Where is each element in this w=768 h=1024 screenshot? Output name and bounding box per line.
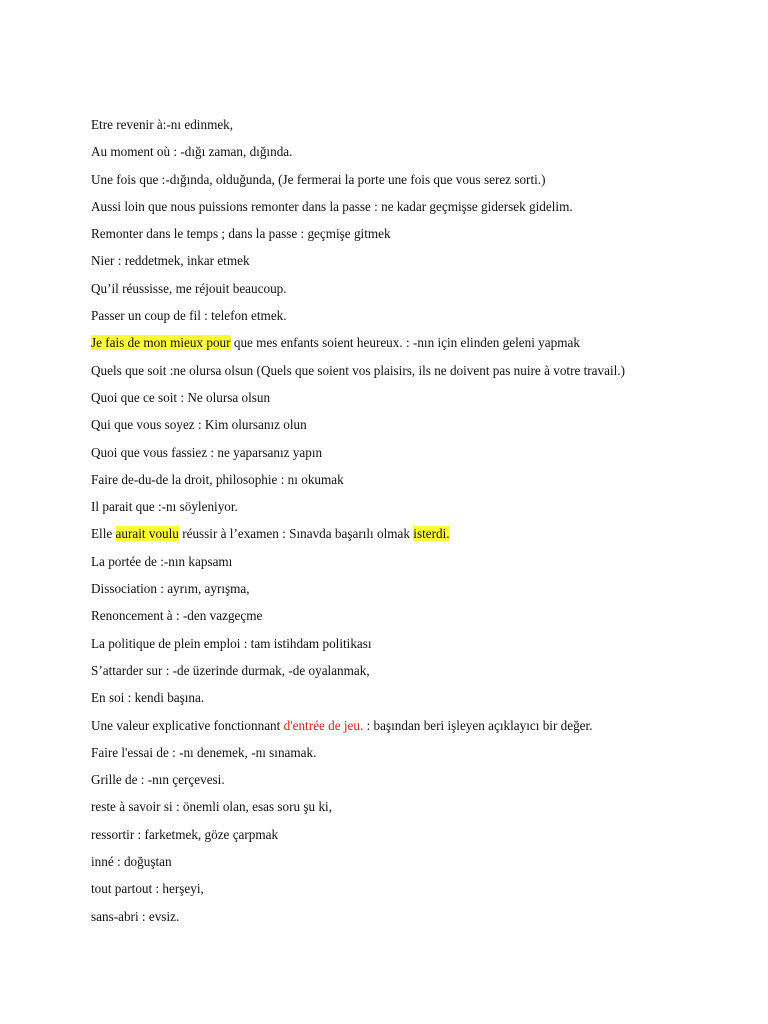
text-line <box>91 247 751 274</box>
text-line <box>91 138 751 165</box>
text-line <box>91 520 751 547</box>
text-line <box>91 657 751 684</box>
line-text: Au moment où : -dığı zaman, dığında. <box>91 144 293 160</box>
line-text: inné : doğuştan <box>91 854 172 870</box>
line-text: Quoi que vous fassiez : ne yaparsanız yapın <box>91 444 323 460</box>
text-line <box>91 411 751 438</box>
line-text: Qu’il réussisse, me réjouit beaucoup. <box>91 280 287 296</box>
line-text: que mes enfants soient heureux. : -nın için elinden geleni yapmak <box>230 335 580 351</box>
text-line <box>91 357 751 384</box>
text-line <box>91 220 751 247</box>
line-text: Grille de : -nın çerçevesi. <box>91 772 225 788</box>
line-text: Dissociation : ayrım, ayrışma, <box>91 581 250 597</box>
line-text: Passer un coup de fil : telefon etmek. <box>91 308 287 324</box>
vocabulary-list <box>91 111 751 930</box>
text-line <box>91 329 751 356</box>
line-text: Nier : reddetmek, inkar etmek <box>91 253 250 269</box>
text-line <box>91 739 751 766</box>
line-text: Quels que soit :ne olursa olsun (Quels que soient vos plaisirs, ils ne doivent pas nuire à votre travail.) <box>91 362 625 378</box>
text-line <box>91 875 751 902</box>
text-line <box>91 848 751 875</box>
text-line <box>91 166 751 193</box>
line-text: La politique de plein emploi : tam istihdam politikası <box>91 635 372 651</box>
text-line <box>91 302 751 329</box>
line-text: Il parait que :-nı söyleniyor. <box>91 499 238 515</box>
line-text: La portée de :-nın kapsamı <box>91 553 233 569</box>
text-line <box>91 712 751 739</box>
line-text: Une valeur explicative fonctionnant <box>91 717 284 733</box>
line-text: S’attarder sur : -de üzerinde durmak, -de oyalanmak, <box>91 662 370 678</box>
text-line <box>91 111 751 138</box>
line-text: Faire de-du-de la droit, philosophie : nı okumak <box>91 471 344 487</box>
line-text: Qui que vous soyez : Kim olursanız olun <box>91 417 307 433</box>
line-text: tout partout : herşeyi, <box>91 881 204 897</box>
red-text: d'entrée de jeu. <box>283 717 364 733</box>
line-text: Renoncement à : -den vazgeçme <box>91 608 263 624</box>
line-text: Quoi que ce soit : Ne olursa olsun <box>91 389 271 405</box>
text-line <box>91 684 751 711</box>
line-text: Faire l'essai de : -nı denemek, -nı sınamak. <box>91 744 317 760</box>
text-line <box>91 602 751 629</box>
text-line <box>91 766 751 793</box>
line-text: réussir à l’examen : Sınavda başarılı olmak <box>178 526 414 542</box>
text-line <box>91 903 751 930</box>
text-line <box>91 575 751 602</box>
line-text: reste à savoir si : önemli olan, esas soru şu ki, <box>91 799 332 815</box>
line-text: En soi : kendi başına. <box>91 690 205 706</box>
text-line <box>91 493 751 520</box>
text-line <box>91 630 751 657</box>
text-line <box>91 548 751 575</box>
line-text: sans-abri : evsiz. <box>91 908 180 924</box>
text-line <box>91 793 751 820</box>
text-line <box>91 384 751 411</box>
text-line <box>91 193 751 220</box>
highlighted-text: isterdi. <box>413 526 450 542</box>
text-line <box>91 466 751 493</box>
highlighted-text: aurait voulu <box>115 526 179 542</box>
line-text: : başından beri işleyen açıklayıcı bir değer. <box>363 717 593 733</box>
line-text: Elle <box>91 526 116 542</box>
line-text: ressortir : farketmek, göze çarpmak <box>91 826 279 842</box>
text-line <box>91 821 751 848</box>
line-text: Remonter dans le temps ; dans la passe : geçmişe gitmek <box>91 226 391 242</box>
highlighted-text: Je fais de mon mieux pour <box>91 335 231 351</box>
line-text: Aussi loin que nous puissions remonter dans la passe : ne kadar geçmişse gidersek gidelim. <box>91 198 573 214</box>
line-text: Etre revenir à:-nı edinmek, <box>91 117 234 132</box>
text-line <box>91 275 751 302</box>
text-line <box>91 439 751 466</box>
line-text: Une fois que :-dığında, olduğunda, (Je fermerai la porte une fois que vous serez sorti.) <box>91 171 546 187</box>
